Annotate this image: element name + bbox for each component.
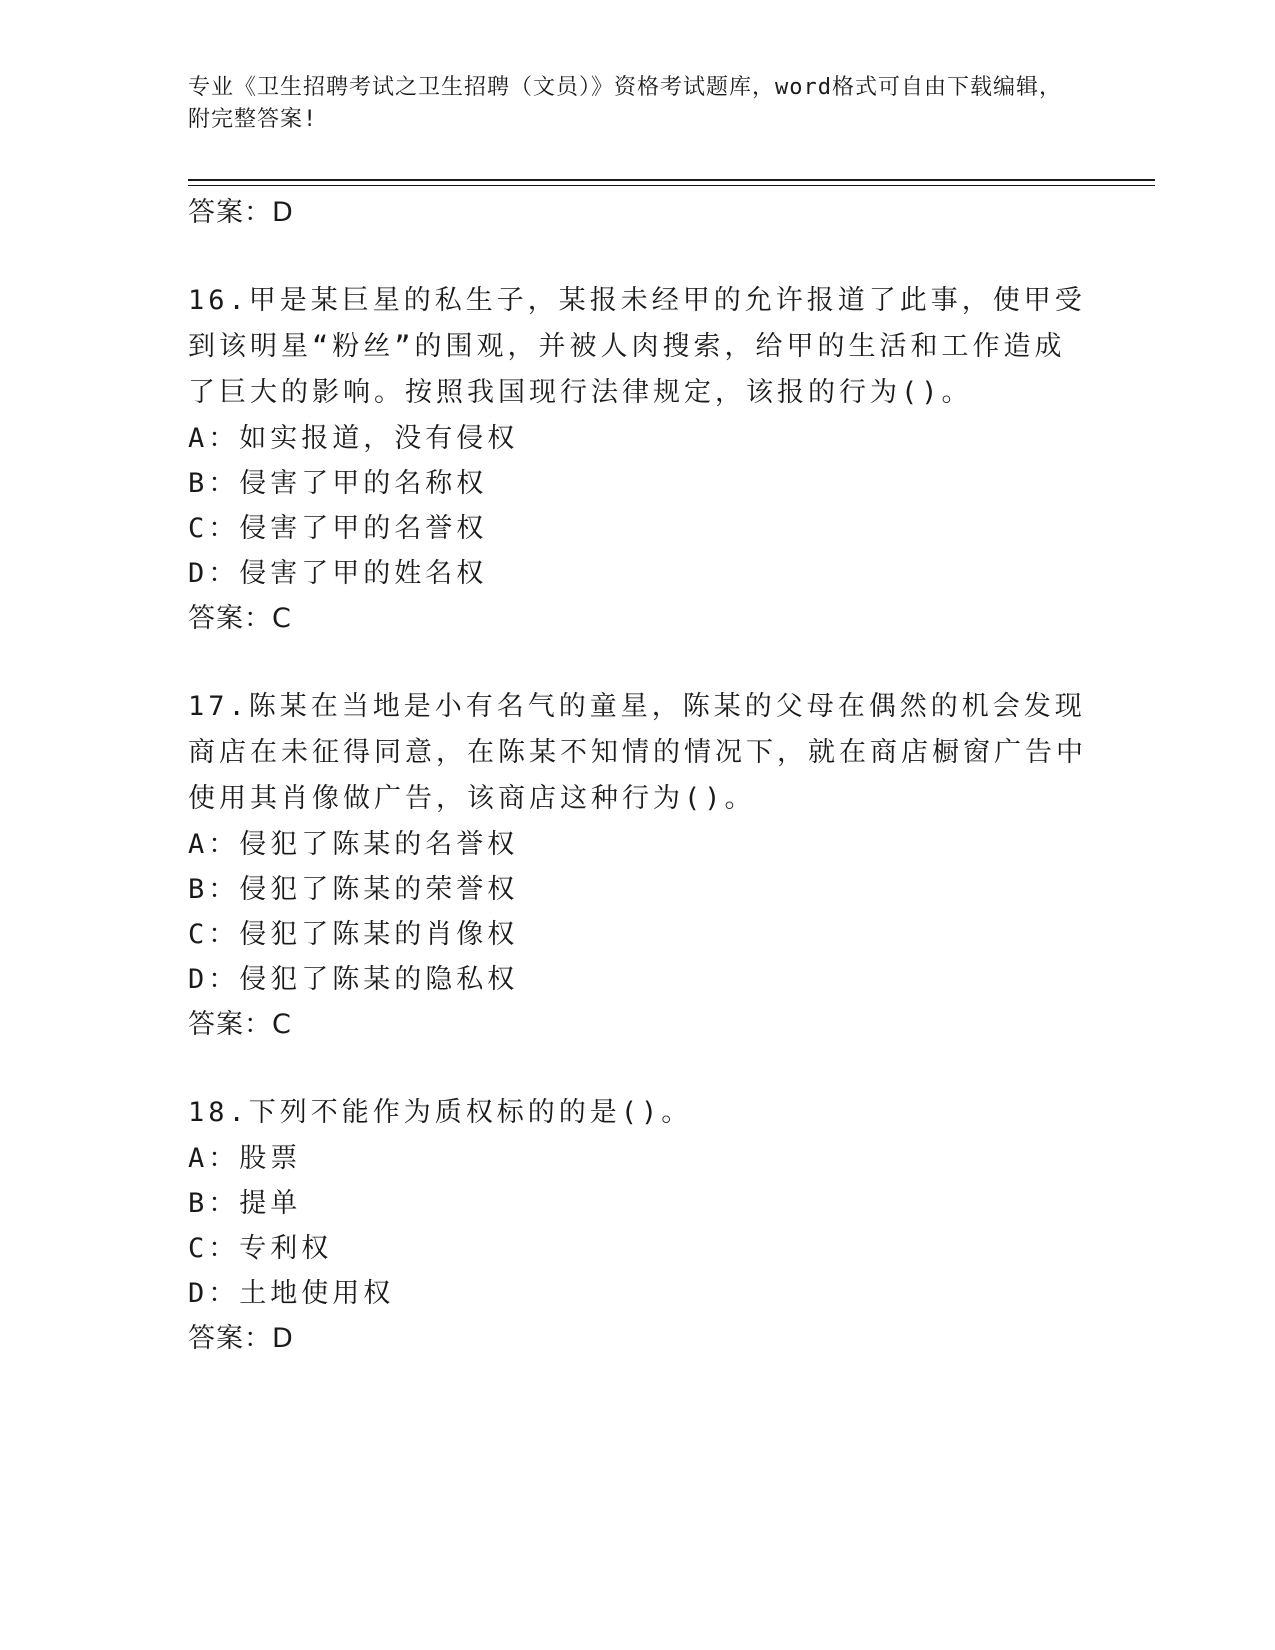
header-divider-thin [188,185,1155,186]
question-stem: 17.陈某在当地是小有名气的童星，陈某的父母在偶然的机会发现商店在未征得同意，在陈某不知情的情况下，就在商店橱窗广告中使用其肖像做广告，该商店这种行为()。 [188,691,1087,814]
header-divider [188,179,1155,181]
answer-line: 答案：C [188,603,292,634]
answer-line: 答案：D [188,197,294,228]
option-c: C：侵害了甲的名誉权 [188,513,488,544]
option-a: A：股票 [188,1143,302,1174]
option-d: D：侵害了甲的姓名权 [188,558,488,589]
question-stem: 16.甲是某巨星的私生子，某报未经甲的允许报道了此事，使甲受到该明星“粉丝”的围观，并被人肉搜索，给甲的生活和工作造成了巨大的影响。按照我国现行法律规定，该报的行为()。 [188,285,1086,408]
option-c: C：侵犯了陈某的肖像权 [188,919,519,950]
option-b: B：侵犯了陈某的荣誉权 [188,874,519,905]
option-b: B：侵害了甲的名称权 [188,468,488,499]
option-c: C：专利权 [188,1233,333,1264]
option-a: A：如实报道，没有侵权 [188,423,519,454]
answer-line: 答案：D [188,1323,294,1354]
question-16 [188,278,1088,642]
document-body [188,190,1088,1362]
option-d: D：侵犯了陈某的隐私权 [188,964,519,995]
option-b: B：提单 [188,1188,302,1219]
answer-line: 答案：C [188,1009,292,1040]
question-18 [188,1090,1088,1362]
page-header: 专业《卫生招聘考试之卫生招聘（文员）》资格考试题库，word格式可自由下载编辑，附完整答案! [188,75,1062,132]
question-stem: 18.下列不能作为质权标的的是()。 [188,1097,693,1128]
question-17 [188,684,1088,1048]
option-d: D：土地使用权 [188,1278,395,1309]
option-a: A：侵犯了陈某的名誉权 [188,829,519,860]
